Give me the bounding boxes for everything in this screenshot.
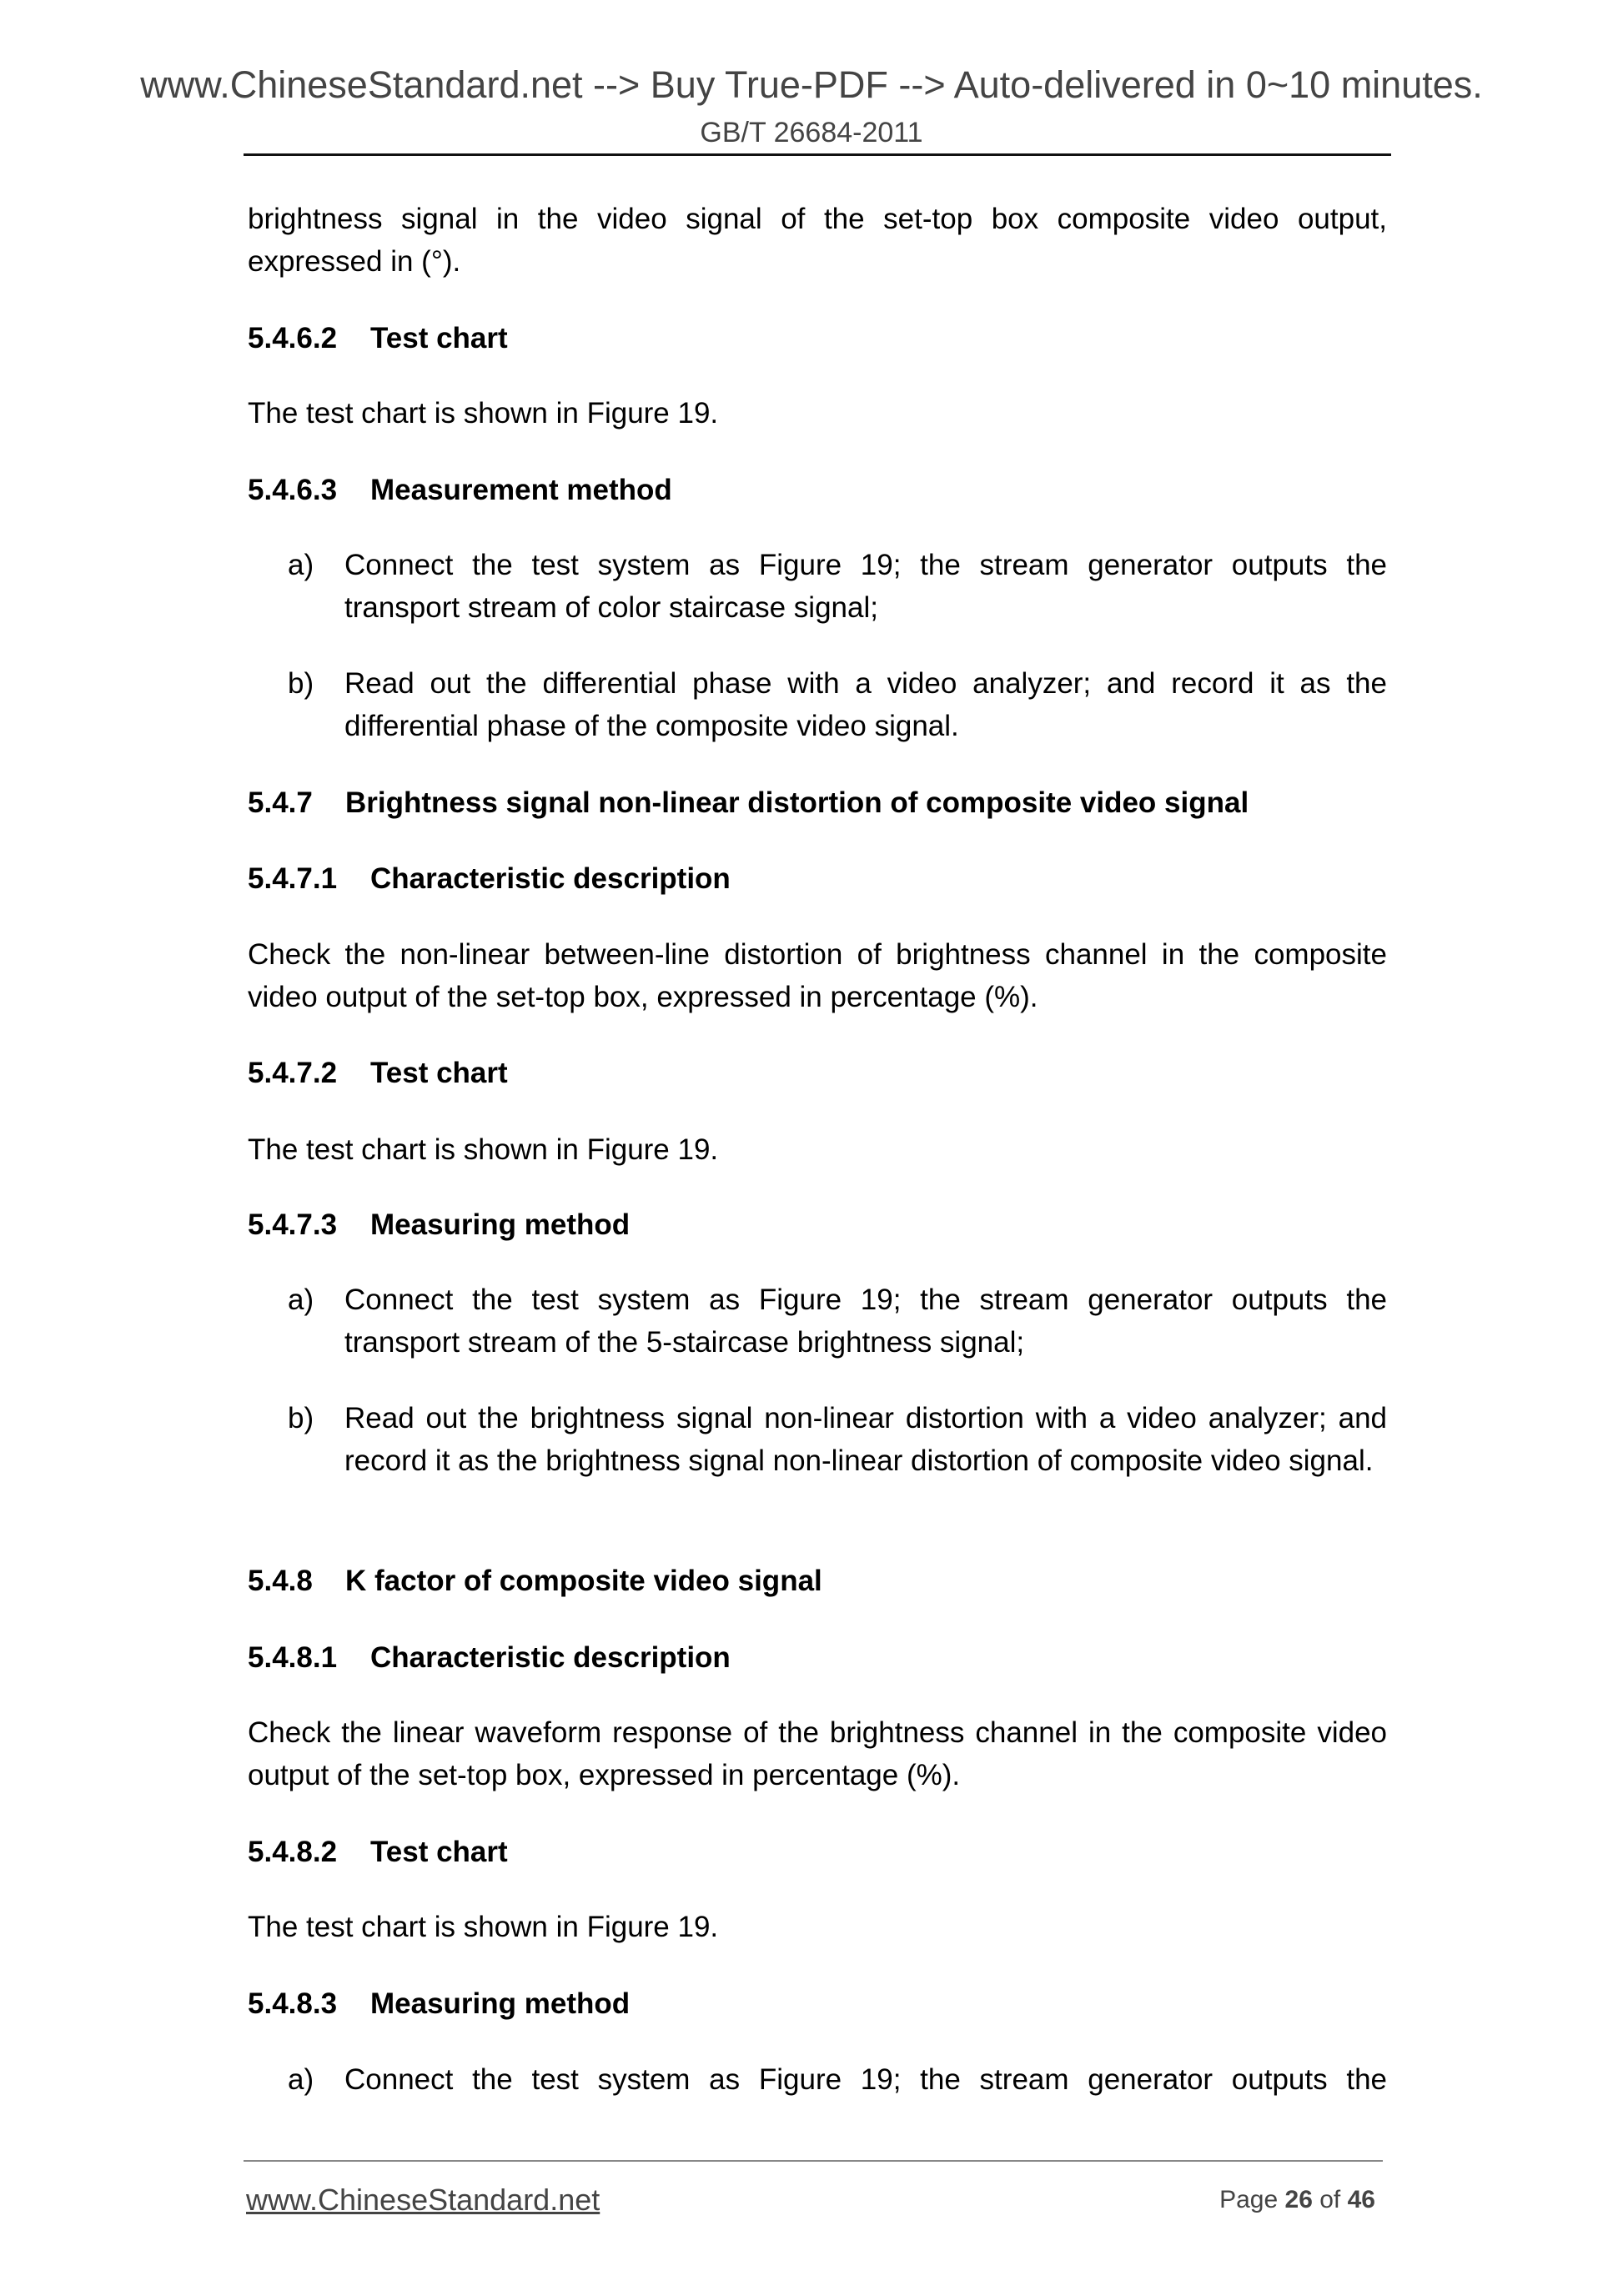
paragraph: brightness signal in the video signal of the set-top box composite video output, expressed in (°). <box>248 203 1387 278</box>
header-rule <box>244 153 1391 156</box>
footer-rule <box>244 2160 1383 2162</box>
heading-5-4-6-2 <box>248 317 1387 359</box>
heading-number: 5.4.8 <box>248 1565 313 1597</box>
list-label: b) <box>288 667 314 700</box>
heading-number: 5.4.8.1 <box>248 1641 338 1674</box>
list-item <box>288 662 1387 747</box>
heading-5-4-8-1 <box>248 1636 1387 1679</box>
page-word: Page <box>1219 2186 1279 2213</box>
list-text: Connect the test system as Figure 19; the stream generator outputs the transport stream of color staircase signal; <box>344 549 1387 624</box>
heading-title: Measuring method <box>370 1987 631 2020</box>
document-id: GB/T 26684-2011 <box>700 117 923 148</box>
list-text: Connect the test system as Figure 19; the stream generator outputs the transport stream of the 5-staircase brightness signal; <box>344 1284 1387 1359</box>
of-word: of <box>1319 2186 1341 2213</box>
heading-title: Measuring method <box>370 1208 631 1241</box>
heading-5-4-8-2 <box>248 1831 1387 1873</box>
list-item <box>288 2058 1387 2101</box>
heading-5-4-7 <box>248 781 1387 824</box>
heading-title: K factor of composite video signal <box>345 1565 822 1597</box>
list-item <box>288 544 1387 629</box>
current-page: 26 <box>1284 2186 1313 2213</box>
list-text: Connect the test system as Figure 19; the stream generator outputs the <box>344 2063 1387 2096</box>
list-text: Read out the differential phase with a video analyzer; and record it as the differential phase of the composite video signal. <box>344 667 1387 742</box>
list-item <box>288 1279 1387 1364</box>
list-label: a) <box>288 1284 314 1316</box>
heading-number: 5.4.7.1 <box>248 862 338 895</box>
total-pages: 46 <box>1347 2186 1375 2213</box>
paragraph: Check the linear waveform response of the brightness channel in the composite video output of the set-top box, expressed in percentage (%). <box>248 1716 1387 1791</box>
heading-number: 5.4.8.3 <box>248 1987 338 2020</box>
list-text: Read out the brightness signal non-linear distortion with a video analyzer; and record it as the brightness signal non-linear distortion of composite video signal. <box>344 1402 1387 1477</box>
paragraph: The test chart is shown in Figure 19. <box>248 1911 719 1943</box>
heading-5-4-7-3 <box>248 1203 1387 1246</box>
paragraph: The test chart is shown in Figure 19. <box>248 1133 719 1166</box>
list-item <box>288 1397 1387 1482</box>
list-label: a) <box>288 549 314 581</box>
paragraph: Check the non-linear between-line distortion of brightness channel in the composite video output of the set-top box, expressed in percentage (%). <box>248 938 1387 1013</box>
heading-title: Test chart <box>370 322 508 354</box>
paragraph: The test chart is shown in Figure 19. <box>248 397 719 430</box>
heading-title: Characteristic description <box>370 862 731 895</box>
heading-5-4-8 <box>248 1560 1387 1602</box>
list-label: b) <box>288 1402 314 1434</box>
heading-title: Characteristic description <box>370 1641 731 1674</box>
heading-title: Measurement method <box>370 474 672 506</box>
heading-5-4-8-3 <box>248 1982 1387 2025</box>
heading-title: Test chart <box>370 1836 508 1868</box>
footer-link[interactable]: www.ChineseStandard.net <box>246 2183 600 2217</box>
heading-number: 5.4.7.3 <box>248 1208 338 1241</box>
heading-title: Brightness signal non-linear distortion of composite video signal <box>345 786 1249 819</box>
heading-number: 5.4.7 <box>248 786 313 819</box>
page-number <box>1219 2186 1375 2214</box>
header-banner: www.ChineseStandard.net --> Buy True-PDF --> Auto-delivered in 0~10 minutes. <box>140 63 1483 106</box>
heading-5-4-6-3 <box>248 469 1387 511</box>
heading-number: 5.4.8.2 <box>248 1836 338 1868</box>
list-label: a) <box>288 2063 314 2096</box>
heading-number: 5.4.6.2 <box>248 322 338 354</box>
heading-5-4-7-1 <box>248 857 1387 900</box>
heading-number: 5.4.7.2 <box>248 1057 338 1089</box>
heading-title: Test chart <box>370 1057 508 1089</box>
heading-number: 5.4.6.3 <box>248 474 338 506</box>
heading-5-4-7-2 <box>248 1052 1387 1094</box>
